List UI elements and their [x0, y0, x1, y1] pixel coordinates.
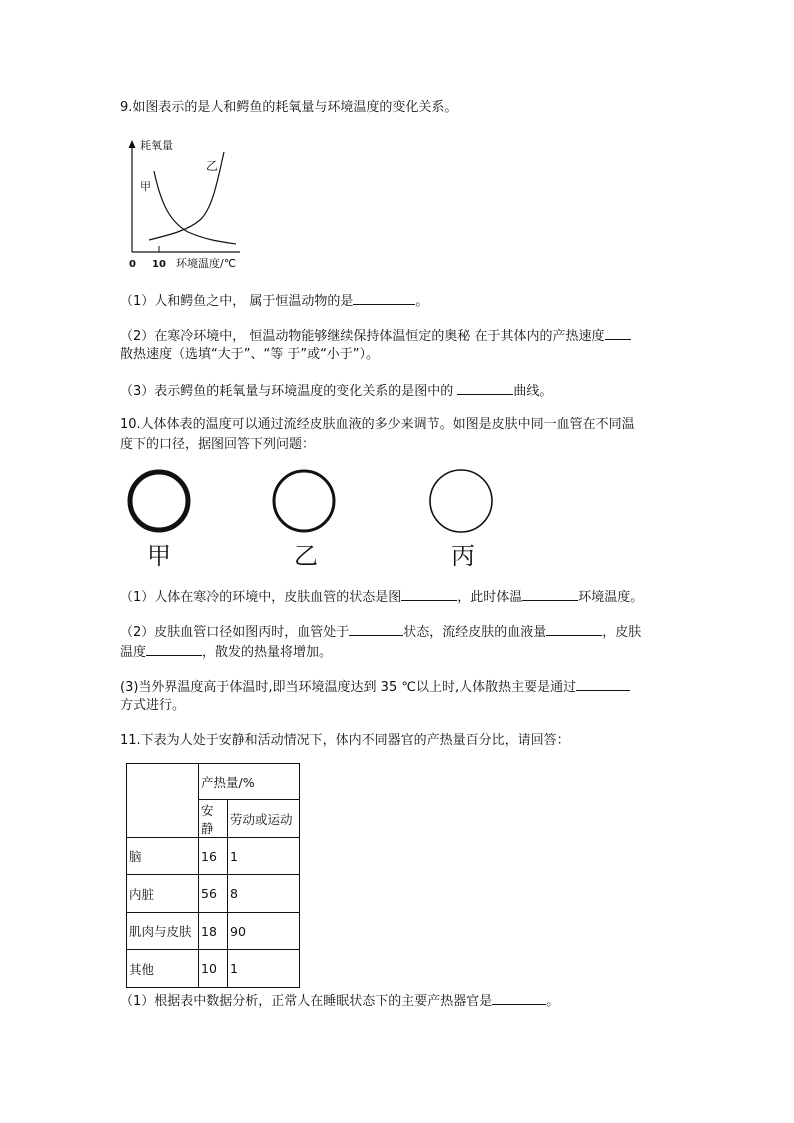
- vessel-yi: [274, 471, 334, 531]
- table-row: [127, 838, 300, 875]
- table-header-rest: 安静: [199, 800, 228, 838]
- q9-s3: （3）表示鳄鱼的耗氧量与环境温度的变化关系的是图中的 曲线。: [120, 381, 552, 401]
- q9-s3-blank[interactable]: [457, 381, 513, 395]
- q10-s2-blank3[interactable]: [146, 642, 202, 656]
- q10-s2-blank1[interactable]: [349, 622, 403, 636]
- tick-10-label: 10: [152, 259, 166, 270]
- table-row: [127, 913, 300, 950]
- organ-cell: 其他: [127, 950, 199, 988]
- q10-s3-blank[interactable]: [576, 677, 630, 691]
- q10-s2-blank2[interactable]: [546, 622, 602, 636]
- table-corner-cell: [127, 764, 199, 838]
- active-value-cell: 90: [228, 913, 300, 950]
- q10-title-l2: 度下的口径，据图回答下列问题：: [120, 437, 316, 452]
- vessel-jia: [130, 472, 188, 530]
- rest-value-cell: 16: [199, 838, 228, 875]
- active-value-cell: 1: [228, 950, 300, 988]
- q11-title: 11.下表为人处于安静和活动情况下，体内不同器官的产热量百分比，请回答：: [120, 733, 570, 748]
- vessel-label-jia: 甲: [147, 542, 171, 570]
- q9-s1: （1）人和鳄鱼之中， 属于恒温动物的是 。: [120, 291, 428, 311]
- q10-s2-l2: 温度 ，散发的热量将增加。: [120, 642, 332, 662]
- q10-s3-l2: 方式进行。: [120, 698, 186, 713]
- table-row: [127, 950, 300, 988]
- q10-s1: （1）人体在寒冷的环境中，皮肤血管的状态是图 ，此时体温 环境温度。: [120, 587, 643, 607]
- organ-cell: 肌肉与皮肤: [127, 913, 199, 950]
- q9-s2-blank[interactable]: [605, 326, 631, 340]
- q10-title-l1: 10.人体体表的温度可以通过流经皮肤血液的多少来调节。如图是皮肤中同一血管在不同温: [120, 417, 635, 432]
- table-header-active: 劳动或运动: [228, 800, 300, 838]
- y-axis-arrow: [129, 140, 136, 148]
- q10-s1-blank2[interactable]: [522, 587, 578, 601]
- curve-jia: [154, 171, 236, 244]
- rest-value-cell: 18: [199, 913, 228, 950]
- q9-title: 9.如图表示的是人和鳄鱼的耗氧量与环境温度的变化关系。: [120, 100, 458, 115]
- active-value-cell: 8: [228, 875, 300, 913]
- q11-s1-blank[interactable]: [492, 991, 546, 1005]
- organ-cell: 脑: [127, 838, 199, 875]
- q9-s2-l1: （2）在寒冷环境中， 恒温动物能够继续保持体温恒定的奥秘 在于其体内的产热速度: [120, 326, 631, 346]
- heat-production-table: [126, 763, 300, 988]
- table-header-group: 产热量/%: [199, 764, 300, 800]
- q10-s3-l1: (3)当外界温度高于体温时,即当环境温度达到 35 ℃以上时,人体散热主要是通过: [120, 677, 630, 697]
- q10-s1-blank1[interactable]: [401, 587, 457, 601]
- oxygen-temperature-graph: [118, 134, 258, 274]
- curve-jia-label: 甲: [140, 180, 151, 193]
- curve-yi-label: 乙: [206, 159, 219, 173]
- origin-label: 0: [129, 259, 136, 270]
- rest-value-cell: 10: [199, 950, 228, 988]
- organ-cell: 内脏: [127, 875, 199, 913]
- x-axis-label: 环境温度/℃: [176, 257, 237, 270]
- vessel-bing: [430, 470, 492, 532]
- q10-s2-l1: （2）皮肤血管口径如图丙时，血管处于 状态，流经皮肤的血液量 ，皮肤: [120, 622, 641, 642]
- vessel-label-bing: 丙: [451, 542, 475, 570]
- q9-s1-blank[interactable]: [353, 291, 415, 305]
- blood-vessel-figure: [115, 465, 515, 575]
- active-value-cell: 1: [228, 838, 300, 875]
- y-axis-label: 耗氧量: [140, 139, 173, 152]
- rest-value-cell: 56: [199, 875, 228, 913]
- q11-s1: （1）根据表中数据分析，正常人在睡眠状态下的主要产热器官是 。: [120, 991, 559, 1011]
- q9-s2-l2: 散热速度（选填“大于”、“等 于”或“小于”）。: [120, 347, 380, 362]
- table-row: [127, 875, 300, 913]
- vessel-label-yi: 乙: [294, 542, 318, 570]
